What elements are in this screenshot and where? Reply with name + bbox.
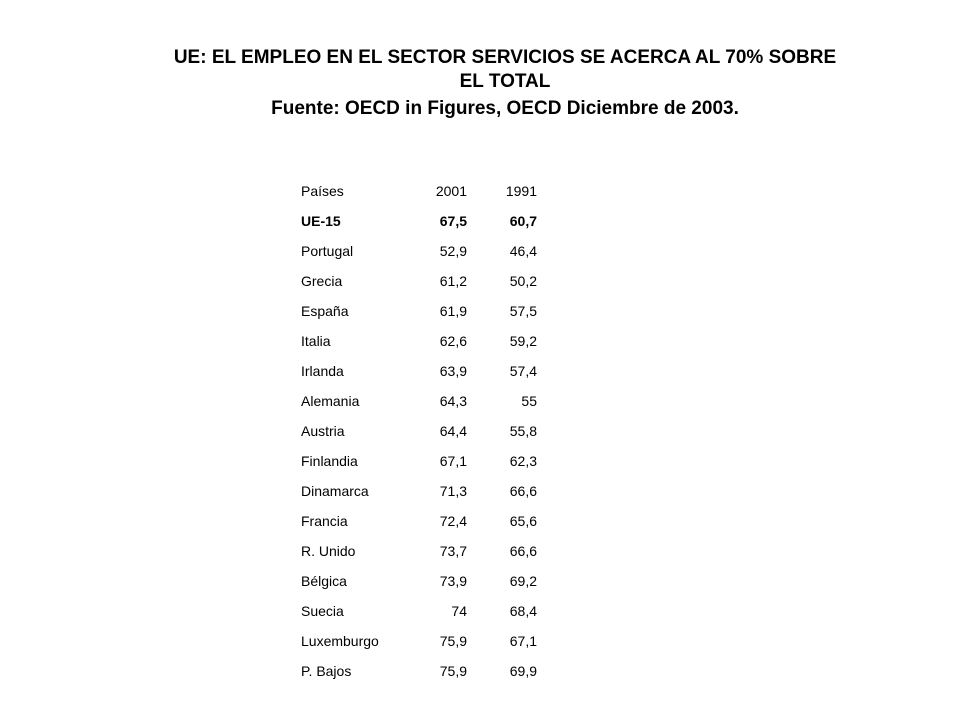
table-row [295, 596, 537, 626]
country-cell: Bélgica [301, 573, 347, 589]
table-row [295, 536, 537, 566]
country-cell: Italia [301, 333, 331, 349]
value-1991-cell: 66,6 [509, 543, 537, 559]
column-header-countries: Países [301, 183, 344, 199]
table-row [295, 476, 537, 506]
table-row [295, 296, 537, 326]
value-2001-cell: 67,5 [439, 213, 467, 229]
value-1991-cell: 67,1 [509, 633, 537, 649]
value-1991-cell: 59,2 [509, 333, 537, 349]
column-header-1991: 1991 [505, 183, 537, 199]
table-row [295, 446, 537, 476]
country-cell: Luxemburgo [301, 633, 379, 649]
value-1991-cell: 62,3 [509, 453, 537, 469]
value-2001-cell: 52,9 [439, 243, 467, 259]
country-cell: Finlandia [301, 453, 358, 469]
country-cell: Francia [301, 513, 348, 529]
value-1991-cell: 60,7 [509, 213, 537, 229]
table-row [295, 356, 537, 386]
table-row [295, 206, 537, 236]
table-row [295, 506, 537, 536]
country-cell: España [301, 303, 349, 319]
country-cell: Suecia [301, 603, 344, 619]
value-1991-cell: 68,4 [509, 603, 537, 619]
table-row [295, 326, 537, 356]
value-2001-cell: 61,2 [439, 273, 467, 289]
value-2001-cell: 63,9 [439, 363, 467, 379]
title-line-1: UE: EL EMPLEO EN EL SECTOR SERVICIOS SE ACERCA AL 70% SOBRE [173, 47, 837, 68]
source-line: Fuente: OECD in Figures, OECD Diciembre de 2003. [271, 98, 739, 119]
slide-title [0, 46, 960, 124]
value-2001-cell: 62,6 [439, 333, 467, 349]
table-row [295, 266, 537, 296]
employment-table [295, 176, 537, 686]
value-1991-cell: 57,4 [509, 363, 537, 379]
value-2001-cell: 72,4 [439, 513, 467, 529]
value-1991-cell: 46,4 [509, 243, 537, 259]
table-row [295, 236, 537, 266]
title-line-2: EL TOTAL [459, 71, 551, 92]
value-2001-cell: 73,7 [439, 543, 467, 559]
country-cell: Grecia [301, 273, 343, 289]
value-2001-cell: 71,3 [439, 483, 467, 499]
value-2001-cell: 64,4 [439, 423, 467, 439]
country-cell: R. Unido [301, 543, 356, 559]
value-1991-cell: 69,9 [509, 663, 537, 679]
table-header-row [295, 176, 537, 206]
value-1991-cell: 57,5 [509, 303, 537, 319]
column-header-2001: 2001 [435, 183, 467, 199]
value-1991-cell: 55 [521, 393, 537, 409]
value-2001-cell: 74 [451, 603, 467, 619]
table-row [295, 416, 537, 446]
table-row [295, 566, 537, 596]
value-1991-cell: 65,6 [509, 513, 537, 529]
value-2001-cell: 61,9 [439, 303, 467, 319]
country-cell: Irlanda [301, 363, 344, 379]
table-row [295, 626, 537, 656]
country-cell: Alemania [301, 393, 360, 409]
country-cell: Dinamarca [301, 483, 369, 499]
value-2001-cell: 73,9 [439, 573, 467, 589]
value-2001-cell: 75,9 [439, 633, 467, 649]
value-1991-cell: 66,6 [509, 483, 537, 499]
value-1991-cell: 55,8 [509, 423, 537, 439]
country-cell: UE-15 [301, 213, 341, 229]
value-2001-cell: 67,1 [439, 453, 467, 469]
value-2001-cell: 75,9 [439, 663, 467, 679]
country-cell: Portugal [301, 243, 354, 259]
value-2001-cell: 64,3 [439, 393, 467, 409]
value-1991-cell: 69,2 [509, 573, 537, 589]
value-1991-cell: 50,2 [509, 273, 537, 289]
table-row [295, 656, 537, 686]
country-cell: P. Bajos [301, 663, 352, 679]
country-cell: Austria [301, 423, 345, 439]
table-row [295, 386, 537, 416]
